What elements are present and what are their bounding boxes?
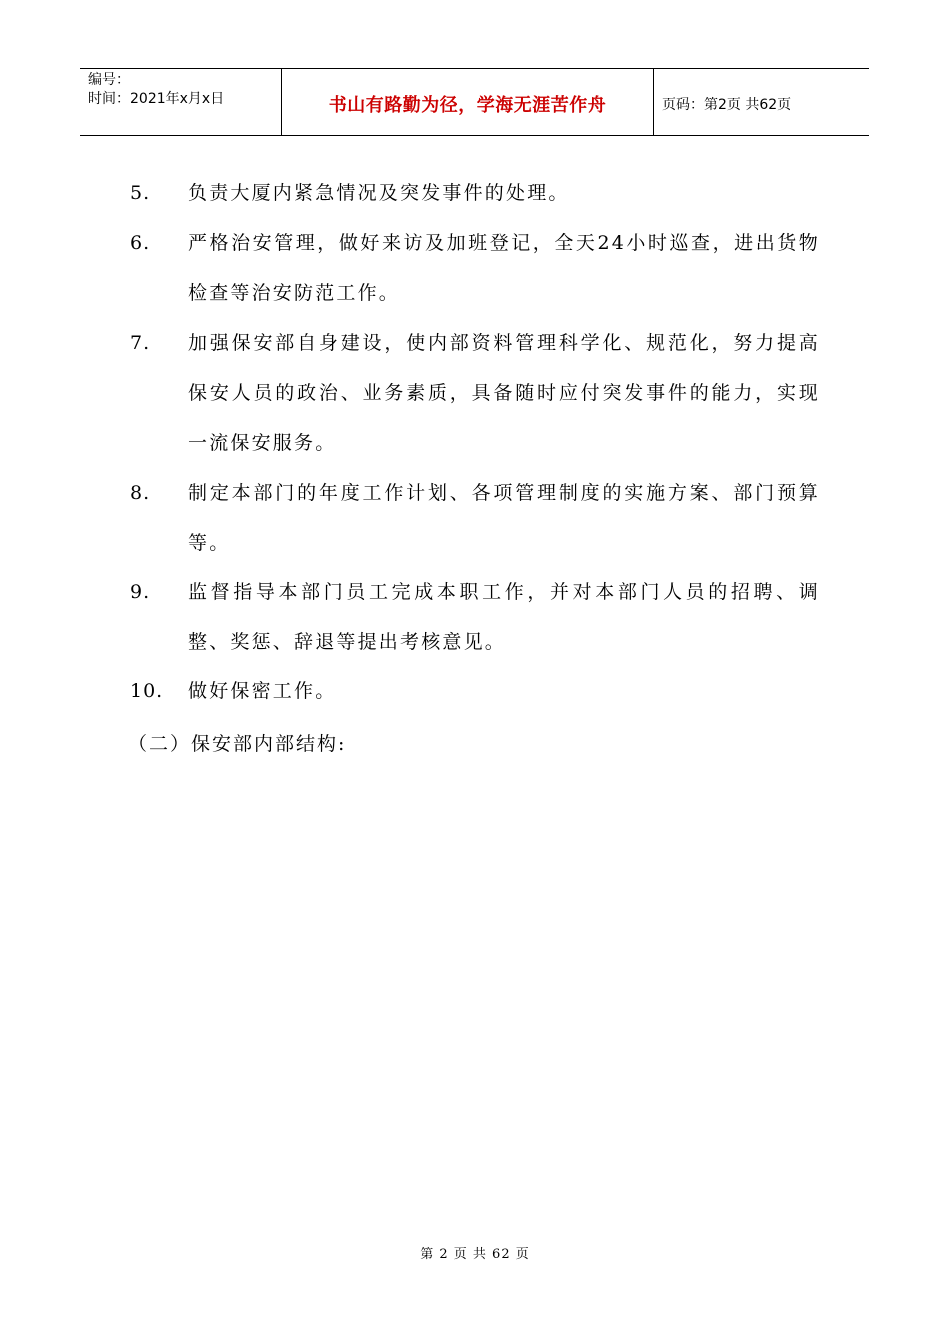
motto-text: 书山有路勤为径，学海无涯苦作舟 [328,95,607,116]
list-item-number: 7. [130,332,151,354]
document-number-label: 编号： [88,72,130,88]
section-heading: （二）保安部内部结构: [128,733,347,755]
page-footer: 第 2 页 共 62 页 [420,1247,530,1262]
document-header [80,68,869,136]
list-item-number: 9. [130,581,151,603]
list-item-number: 10. [130,680,164,702]
document-date: 时间：2021年x月x日 [88,91,225,107]
list-item-number: 5. [130,182,151,204]
list-item-text: 制定本部门的年度工作计划、各项管理制度的实施方案、部门预算等。 [188,482,820,554]
page-info-text: 页码：第2页 共62页 [662,97,792,113]
header-page-info [654,69,869,135]
header-motto [281,69,654,135]
list-item-text: 严格治安管理，做好来访及加班登记，全天24小时巡查，进出货物检查等治安防范工作。 [188,232,820,304]
header-meta [80,69,281,135]
list-item-text: 监督指导本部门员工完成本职工作，并对本部门人员的招聘、调整、奖惩、辞退等提出考核意见。 [188,581,820,653]
list-item-number: 8. [130,482,151,504]
list-item-text: 做好保密工作。 [188,680,337,702]
list-item-number: 6. [130,232,151,254]
list-item-text: 负责大厦内紧急情况及突发事件的处理。 [188,182,570,204]
list-item-text: 加强保安部自身建设，使内部资料管理科学化、规范化，努力提高保安人员的政治、业务素质，具备随时应付突发事件的能力，实现一流保安服务。 [188,332,820,454]
